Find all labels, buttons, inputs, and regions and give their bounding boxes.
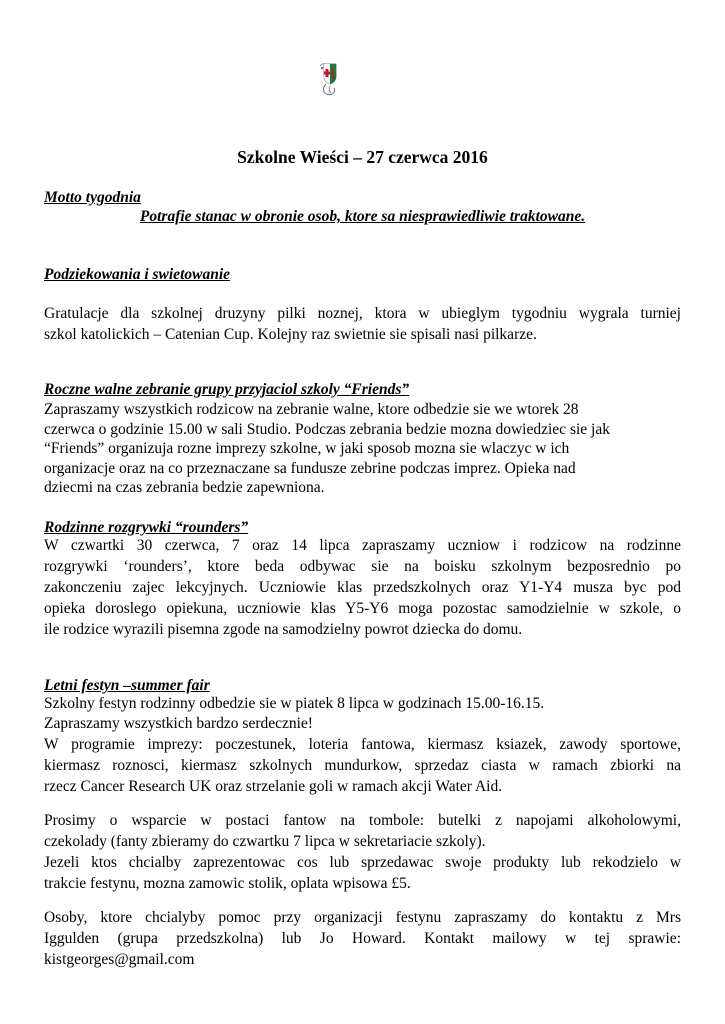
fair-intro-line: Zapraszamy wszystkich bardzo serdecznie! (44, 714, 313, 732)
friends-line: dziecmi na czas zebrania bedzie zapewniona. (44, 479, 325, 496)
fair-stall (44, 852, 681, 894)
thanks-paragraph (44, 303, 681, 345)
fair-stall-line: trakcie festynu, mozna zamowic stolik, oplata wpisowa £5. (44, 875, 411, 892)
rounders-line: rozgrywki ‘rounders’, ktore beda odbywac sie na boisku szkolnym bezposrednio po (44, 558, 681, 575)
rounders-line: ile rodzice wyrazili pisemna zgode na samodzielny powrot dziecka do domu. (44, 621, 523, 638)
fair-intro (44, 694, 704, 733)
fair-contact-line: Osoby, ktore chcialyby pomoc przy organizacji festynu zapraszamy do kontaktu z Mrs (44, 909, 681, 926)
friends-line: czerwca o godzinie 15.00 w sali Studio. Podczas zebrania bedzie mozna dowiedziec sie jak (44, 420, 610, 438)
fair-contact-line: Iggulden (grupa przedszkolna) lub Jo Howard. Kontakt mailowy w tej sprawie: (44, 930, 681, 947)
rounders-line: opieka doroslego opiekuna, uczniowie klas Y5-Y6 moga pozostac samodzielnie w szkole, o (44, 600, 681, 617)
friends-heading: Roczne walne zebranie grupy przyjaciol szkoly “Friends” (44, 381, 410, 398)
motto-text: Potrafie stanac w obronie osob, ktore sa niesprawiedliwie traktowane. (139, 208, 586, 225)
fair-program-line: rzecz Cancer Research UK oraz strzelanie goli w ramach akcji Water Aid. (44, 778, 503, 795)
friends-line: Zapraszamy wszystkich rodzicow na zebranie walne, ktore odbedzie sie we wtorek 28 (44, 401, 579, 418)
thanks-line: szkol katolickich – Catenian Cup. Kolejny raz swietnie sie spisali nasi pilkarze. (44, 326, 537, 343)
rounders-heading: Rodzinne rozgrywki “rounders” (44, 519, 249, 536)
thanks-heading: Podziekowania i swietowanie (44, 266, 231, 283)
fair-support-line: Prosimy o wsparcie w postaci fantow na tombole: butelki z napojami alkoholowymi, (44, 812, 681, 829)
fair-intro-line: Szkolny festyn rodzinny odbedzie sie w piatek 8 lipca w godzinach 15.00-16.15. (44, 695, 545, 712)
friends-paragraph (44, 400, 704, 498)
fair-program (44, 734, 681, 797)
rounders-line: W czwartki 30 czerwca, 7 oraz 14 lipca zapraszamy uczniow i rodzicow na rodzinne (44, 537, 681, 554)
fair-stall-line: Jezeli ktos chcialby zaprezentowac cos lub sprzedawac swoje produkty lub rekodzielo w (44, 854, 681, 871)
fair-program-line: kiermasz roznosci, kiermasz szkolnych mundurkow, sprzedaz ciasta w ramach zbiorki na (44, 757, 681, 774)
school-crest-icon (316, 60, 350, 98)
fair-support-line: czekolady (fanty zbieramy do czwartku 7 lipca w sekretariacie szkoly). (44, 833, 486, 850)
fair-support (44, 810, 681, 852)
fair-heading: Letni festyn –summer fair (44, 677, 210, 694)
motto-heading: Motto tygodnia (44, 189, 141, 206)
rounders-line: zakonczeniu zajec lekcyjnych. Uczniowie klas przedszkolnych oraz Y1-Y4 musza byc pod (44, 579, 681, 596)
fair-program-line: W programie imprezy: poczestunek, loteria fantowa, kiermasz ksiazek, zawody sportowe, (44, 736, 681, 753)
thanks-line: Gratulacje dla szkolnej druzyny pilki noznej, ktora w ubieglym tygodniu wygrala turniej (44, 305, 681, 322)
page-title: Szkolne Wieści – 27 czerwca 2016 (237, 147, 488, 167)
fair-contact (44, 907, 681, 970)
friends-line: “Friends” organizuja rozne imprezy szkolne, w jaki sposob mozna sie wlaczyc w ich (44, 440, 570, 457)
rounders-paragraph (44, 535, 681, 640)
fair-contact-email[interactable]: kistgeorges@gmail.com (44, 951, 195, 968)
friends-line: organizacje oraz na co przeznaczane sa fundusze zebrine podczas imprez. Opieka nad (44, 459, 576, 477)
